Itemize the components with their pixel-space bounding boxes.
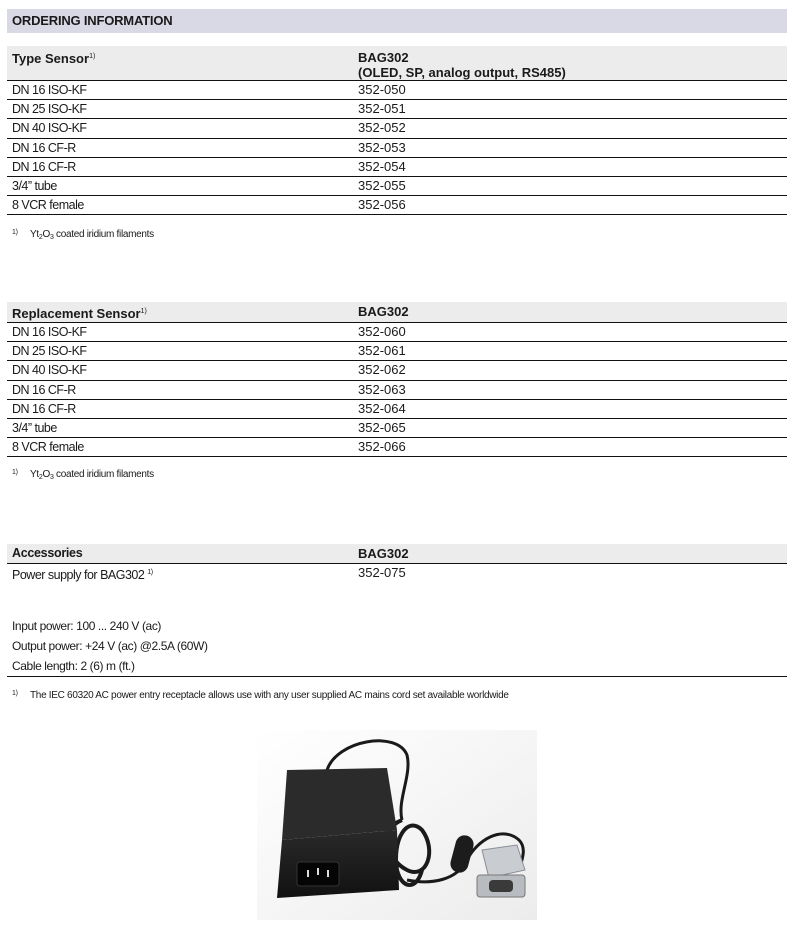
- subscript: 3: [49, 474, 54, 481]
- order-code: 352-060: [358, 324, 406, 339]
- product-image: [257, 730, 537, 920]
- table-row: [7, 158, 787, 177]
- table-row: [7, 177, 787, 196]
- order-code: 352-051: [358, 101, 406, 117]
- sensor-type: 8 VCR female: [12, 198, 84, 213]
- order-code: 352-061: [358, 343, 406, 359]
- footnote-mark: 1): [12, 469, 18, 476]
- order-code: 352-053: [358, 139, 406, 155]
- spec-output-power: Output power: +24 V (ac) @2.5A (60W): [12, 639, 208, 653]
- header-model-features: (OLED, SP, analog output, RS485): [358, 65, 566, 80]
- header-accessories: Accessories: [12, 546, 83, 560]
- footnote-text: Yt: [30, 229, 39, 240]
- sensor-type: 3/4” tube: [12, 420, 57, 435]
- sensor-type: DN 25 ISO-KF: [12, 102, 87, 117]
- table-row: [7, 564, 787, 582]
- footnote: [12, 469, 154, 481]
- sensor-type: DN 16 ISO-KF: [12, 325, 87, 339]
- sensor-type: 8 VCR female: [12, 440, 84, 455]
- sensor-type: DN 25 ISO-KF: [12, 344, 87, 359]
- table-header: [7, 46, 787, 81]
- power-brick-top: [282, 768, 397, 840]
- table-row: [7, 196, 787, 215]
- order-code: 352-062: [358, 362, 406, 378]
- footnote: [12, 229, 154, 241]
- order-code: 352-075: [358, 565, 406, 580]
- header-model: BAG302: [358, 50, 409, 65]
- footnote-text: coated iridium filaments: [53, 229, 154, 240]
- table-row: [7, 400, 787, 419]
- subscript: 2: [38, 474, 43, 481]
- footnote-mark: 1): [12, 229, 18, 236]
- header-replacement-sensor: [12, 302, 147, 324]
- order-code: 352-064: [358, 400, 406, 416]
- table-row: [7, 419, 787, 438]
- header-label: Replacement Sensor: [12, 306, 141, 321]
- footnote-text: O: [42, 469, 50, 480]
- sensor-type: 3/4” tube: [12, 178, 57, 193]
- header-bag302: BAG302: [358, 304, 409, 319]
- table-row: [7, 139, 787, 158]
- footnote-text: The IEC 60320 AC power entry receptacle allows use with any user supplied AC mains cord set available worldwide: [30, 690, 509, 701]
- header-bag302: BAG302: [358, 546, 409, 561]
- footnote-text: O: [42, 229, 50, 240]
- table-row: [7, 323, 787, 342]
- table-row: [7, 119, 787, 138]
- footnote-mark: 1): [12, 690, 18, 697]
- order-code: 352-052: [358, 120, 406, 136]
- sensor-type: DN 16 CF-R: [12, 401, 76, 416]
- type-sensor-table: [7, 46, 787, 215]
- section-title: ORDERING INFORMATION: [7, 9, 787, 33]
- footnote-text: coated iridium filaments: [53, 469, 154, 480]
- accessories-footnote: [12, 690, 509, 701]
- order-code: 352-056: [358, 197, 406, 213]
- table-row: [7, 342, 787, 361]
- power-supply-specs: [7, 616, 787, 677]
- sensor-type: DN 16 CF-R: [12, 159, 76, 174]
- footnote-ref: 1): [89, 53, 96, 60]
- sensor-type: DN 40 ISO-KF: [12, 363, 87, 378]
- order-code: 352-065: [358, 419, 406, 435]
- replacement-sensor-table: [7, 302, 787, 457]
- header-type-sensor: [12, 51, 95, 66]
- accessories-table: [7, 544, 787, 582]
- sensor-type: DN 16 CF-R: [12, 140, 76, 155]
- accessory-name: [12, 564, 153, 584]
- subscript: 2: [38, 234, 43, 241]
- power-supply-illustration: [257, 730, 537, 920]
- header-label: Type Sensor: [12, 51, 90, 66]
- table-row: [7, 100, 787, 119]
- spec-input-power: Input power: 100 ... 240 V (ac): [12, 619, 162, 633]
- table-row: [7, 438, 787, 457]
- order-code: 352-055: [358, 177, 406, 193]
- spec-cable-length: Cable length: 2 (6) m (ft.): [7, 656, 787, 677]
- subscript: 3: [49, 234, 54, 241]
- table-row: [7, 361, 787, 380]
- order-code: 352-054: [358, 158, 406, 174]
- footnote-ref: 1): [140, 308, 147, 315]
- sensor-type: DN 16 ISO-KF: [12, 83, 87, 97]
- order-code: 352-063: [358, 381, 406, 397]
- order-code: 352-066: [358, 439, 406, 455]
- header-bag302: [358, 50, 566, 80]
- accessory-label: Power supply for BAG302: [12, 568, 145, 582]
- footnote-text: Yt: [30, 469, 39, 480]
- table-header: [7, 544, 787, 564]
- table-row: [7, 381, 787, 400]
- order-code: 352-050: [358, 82, 406, 97]
- table-row: [7, 81, 787, 100]
- footnote-ref: 1): [147, 569, 153, 576]
- table-header: [7, 302, 787, 323]
- sensor-type: DN 40 ISO-KF: [12, 121, 87, 136]
- sensor-type: DN 16 CF-R: [12, 382, 76, 397]
